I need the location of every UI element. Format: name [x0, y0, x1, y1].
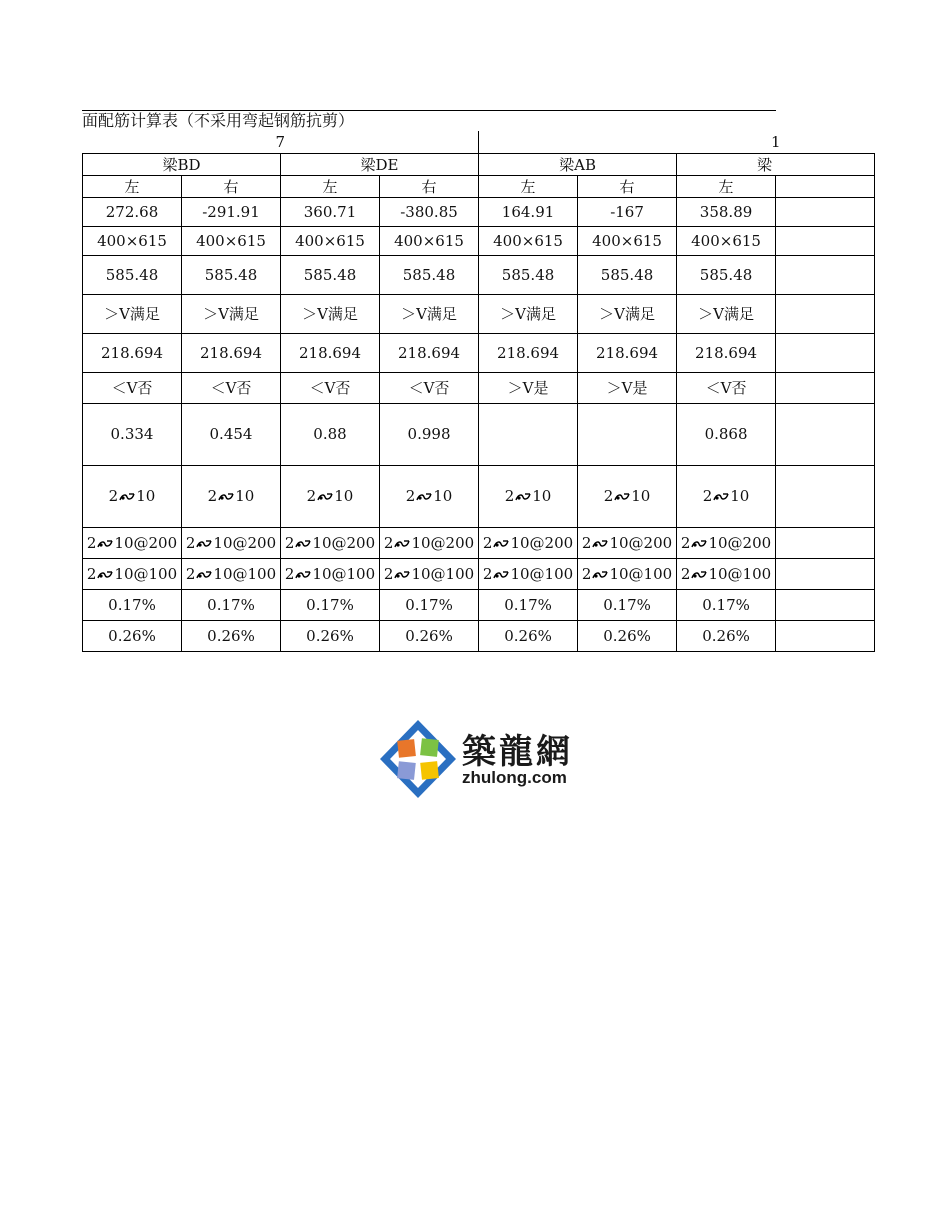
- data-cell-cut: [776, 372, 875, 403]
- rebar-grade-symbol: [691, 539, 707, 549]
- data-cell-cut: [776, 255, 875, 294]
- stirrup-spacing: 10@100: [609, 564, 673, 583]
- stirrup-spacing: 10@200: [114, 533, 178, 552]
- stirrup-legs: 2: [680, 564, 691, 583]
- rebar-grade-symbol: [691, 570, 707, 580]
- data-cell: ＞V满足: [479, 294, 578, 333]
- data-cell: 358.89: [677, 197, 776, 226]
- spacing-cell: [83, 527, 182, 558]
- side-header: 右: [578, 175, 677, 197]
- stirrup-spacing: 10@200: [510, 533, 574, 552]
- data-cell-cut: [776, 226, 875, 255]
- data-cell: 164.91: [479, 197, 578, 226]
- zhulong-logo-mark: [378, 718, 458, 800]
- data-cell: ＞V满足: [182, 294, 281, 333]
- ratio-cell: 0.17%: [380, 589, 479, 620]
- data-cell: ＜V否: [182, 372, 281, 403]
- spacing-cell: [182, 558, 281, 589]
- stirrup-legs: 2: [405, 487, 416, 505]
- data-cell: ＞V满足: [83, 294, 182, 333]
- rebar-grade-symbol: [119, 492, 135, 502]
- ratio-cell: 0.26%: [83, 620, 182, 651]
- rebar-grade-symbol: [592, 539, 608, 549]
- data-cell: [479, 403, 578, 465]
- spacing-cell-cut: [776, 558, 875, 589]
- data-cell: 400×615: [83, 226, 182, 255]
- stirrup-legs: 2: [581, 564, 592, 583]
- data-cell: 400×615: [479, 226, 578, 255]
- max-shear-capacity-row: [83, 255, 875, 294]
- side-header: 右: [380, 175, 479, 197]
- side-header-cut: [776, 175, 875, 197]
- data-cell: 218.694: [380, 333, 479, 372]
- stirrup-cell: [479, 465, 578, 527]
- rebar-grade-symbol: [97, 539, 113, 549]
- data-cell: 585.48: [479, 255, 578, 294]
- stirrup-legs: 2: [482, 533, 493, 552]
- data-cell: 0.334: [83, 403, 182, 465]
- ratio-b-row: [83, 620, 875, 651]
- ratio-cell: 0.17%: [281, 589, 380, 620]
- spacing-cell: [380, 558, 479, 589]
- stirrup-spacing: 10@100: [114, 564, 178, 583]
- spacing-cell: [182, 527, 281, 558]
- ratio-cell: 0.26%: [479, 620, 578, 651]
- stirrup-diameter: 10: [334, 487, 354, 505]
- stirrup-legs: 2: [185, 533, 196, 552]
- rebar-grade-symbol: [196, 539, 212, 549]
- stirrup-spacing: 10@200: [213, 533, 277, 552]
- rebar-grade-symbol: [416, 492, 432, 502]
- stirrup-diameter: 10: [532, 487, 552, 505]
- rebar-grade-symbol: [218, 492, 234, 502]
- data-cell: 218.694: [281, 333, 380, 372]
- stirrup-spacing: 10@200: [609, 533, 673, 552]
- rebar-grade-symbol: [614, 492, 630, 502]
- side-header: 右: [182, 175, 281, 197]
- beam-row: [83, 153, 875, 175]
- stirrup-legs: 2: [702, 487, 713, 505]
- data-cell: [578, 403, 677, 465]
- spacing-100-row: [83, 558, 875, 589]
- spacing-cell: [281, 527, 380, 558]
- stirrup-cell: [182, 465, 281, 527]
- stirrup-legs: 2: [383, 533, 394, 552]
- spacing-200-row: [83, 527, 875, 558]
- data-cell: 585.48: [380, 255, 479, 294]
- data-cell: 218.694: [83, 333, 182, 372]
- side-header: 左: [281, 175, 380, 197]
- data-cell-cut: [776, 333, 875, 372]
- section-check-row: [83, 294, 875, 333]
- spacing-cell: [479, 527, 578, 558]
- stirrup-selection-row: [83, 465, 875, 527]
- rebar-grade-symbol: [97, 570, 113, 580]
- stirrup-legs: 2: [185, 564, 196, 583]
- asv-s-row: [83, 403, 875, 465]
- stirrup-diameter: 10: [730, 487, 750, 505]
- data-cell: ＞V满足: [677, 294, 776, 333]
- floor-label-cell: [479, 131, 875, 153]
- data-cell: ＞V满足: [380, 294, 479, 333]
- side-header: 左: [677, 175, 776, 197]
- stirrup-spacing: 10@200: [312, 533, 376, 552]
- stirrup-legs: 2: [482, 564, 493, 583]
- rebar-grade-symbol: [493, 570, 509, 580]
- ratio-cell: 0.26%: [677, 620, 776, 651]
- data-cell: 0.454: [182, 403, 281, 465]
- rebar-grade-symbol: [394, 539, 410, 549]
- data-cell: -291.91: [182, 197, 281, 226]
- stirrup-spacing: 10@200: [708, 533, 772, 552]
- stirrup-legs: 2: [680, 533, 691, 552]
- logo-chinese: 築龍網: [462, 732, 573, 772]
- side-header: 左: [479, 175, 578, 197]
- rebar-grade-symbol: [317, 492, 333, 502]
- data-cell: 400×615: [677, 226, 776, 255]
- data-cell: ＞V是: [578, 372, 677, 403]
- data-cell: 585.48: [281, 255, 380, 294]
- data-cell: 585.48: [578, 255, 677, 294]
- data-cell: ＜V否: [677, 372, 776, 403]
- concrete-check-row: [83, 372, 875, 403]
- calc-table: [82, 131, 781, 662]
- rebar-grade-symbol: [713, 492, 729, 502]
- ratio-cell: 0.17%: [83, 589, 182, 620]
- ratio-cell: 0.26%: [281, 620, 380, 651]
- data-cell: -380.85: [380, 197, 479, 226]
- data-cell: 585.48: [182, 255, 281, 294]
- rebar-grade-symbol: [295, 570, 311, 580]
- data-cell: ＞V满足: [281, 294, 380, 333]
- stirrup-spacing: 10@100: [312, 564, 376, 583]
- rebar-grade-symbol: [515, 492, 531, 502]
- rebar-grade-symbol: [394, 570, 410, 580]
- concrete-shear-row: [83, 333, 875, 372]
- data-cell: -167: [578, 197, 677, 226]
- data-cell-cut: [776, 294, 875, 333]
- data-cell: 400×615: [380, 226, 479, 255]
- ratio-cell: 0.17%: [182, 589, 281, 620]
- ratio-cell: 0.26%: [578, 620, 677, 651]
- stirrup-legs: 2: [581, 533, 592, 552]
- data-cell: 0.868: [677, 403, 776, 465]
- spacing-cell-cut: [776, 527, 875, 558]
- floor-label: 1: [771, 132, 781, 151]
- data-cell: ＜V否: [83, 372, 182, 403]
- side-row: [83, 175, 875, 197]
- data-cell: 0.88: [281, 403, 380, 465]
- floor-label: 7: [83, 131, 479, 153]
- section-size-row: [83, 226, 875, 255]
- data-cell: 272.68: [83, 197, 182, 226]
- floor-row: [83, 131, 875, 153]
- stirrup-cell: [281, 465, 380, 527]
- stirrup-spacing: 10@100: [708, 564, 772, 583]
- data-cell: 218.694: [479, 333, 578, 372]
- data-cell: ＜V否: [380, 372, 479, 403]
- data-cell: 360.71: [281, 197, 380, 226]
- data-cell: ＞V是: [479, 372, 578, 403]
- shear-force-row: [83, 197, 875, 226]
- data-cell: 400×615: [578, 226, 677, 255]
- stirrup-legs: 2: [108, 487, 119, 505]
- beam-header: 梁: [677, 153, 875, 175]
- stirrup-legs: 2: [207, 487, 218, 505]
- side-header: 左: [83, 175, 182, 197]
- beam-header: 梁AB: [479, 153, 677, 175]
- stirrup-cell: [83, 465, 182, 527]
- stirrup-diameter: 10: [136, 487, 156, 505]
- stirrup-legs: 2: [284, 533, 295, 552]
- ratio-cell: 0.17%: [677, 589, 776, 620]
- stirrup-diameter: 10: [235, 487, 255, 505]
- spacing-cell: [578, 558, 677, 589]
- ratio-cell: 0.17%: [578, 589, 677, 620]
- ratio-cell: 0.26%: [182, 620, 281, 651]
- stirrup-diameter: 10: [433, 487, 453, 505]
- spacing-cell: [83, 558, 182, 589]
- rebar-grade-symbol: [295, 539, 311, 549]
- logo-english: zhulong.com: [462, 768, 567, 787]
- spacing-cell: [479, 558, 578, 589]
- stirrup-legs: 2: [383, 564, 394, 583]
- ratio-cell: 0.26%: [380, 620, 479, 651]
- stirrup-spacing: 10@100: [411, 564, 475, 583]
- spacing-cell: [380, 527, 479, 558]
- stirrup-spacing: 10@100: [213, 564, 277, 583]
- ratio-cell: 0.17%: [479, 589, 578, 620]
- spacing-cell: [578, 527, 677, 558]
- data-cell-cut: [776, 197, 875, 226]
- data-cell-cut: [776, 403, 875, 465]
- stirrup-diameter: 10: [631, 487, 651, 505]
- stirrup-cell: [578, 465, 677, 527]
- data-cell: 400×615: [182, 226, 281, 255]
- data-cell: ＞V满足: [578, 294, 677, 333]
- ratio-a-row: [83, 589, 875, 620]
- stirrup-legs: 2: [306, 487, 317, 505]
- data-cell: 585.48: [677, 255, 776, 294]
- stirrup-legs: 2: [603, 487, 614, 505]
- data-cell: 400×615: [281, 226, 380, 255]
- table-title: 面配筋计算表（不采用弯起钢筋抗剪）: [82, 111, 355, 130]
- stirrup-legs: 2: [86, 564, 97, 583]
- rebar-grade-symbol: [493, 539, 509, 549]
- spacing-cell: [281, 558, 380, 589]
- stirrup-spacing: 10@200: [411, 533, 475, 552]
- data-cell: 218.694: [578, 333, 677, 372]
- ratio-cell-cut: [776, 589, 875, 620]
- stirrup-spacing: 10@100: [510, 564, 574, 583]
- rebar-grade-symbol: [592, 570, 608, 580]
- data-cell: 0.998: [380, 403, 479, 465]
- ratio-cell-cut: [776, 620, 875, 651]
- data-cell: 218.694: [182, 333, 281, 372]
- rebar-grade-symbol: [196, 570, 212, 580]
- data-cell: ＜V否: [281, 372, 380, 403]
- stirrup-legs: 2: [86, 533, 97, 552]
- stirrup-legs: 2: [504, 487, 515, 505]
- spacing-cell: [677, 558, 776, 589]
- stirrup-legs: 2: [284, 564, 295, 583]
- zhulong-logo: [378, 718, 592, 800]
- beam-header: 梁DE: [281, 153, 479, 175]
- stirrup-cell: [380, 465, 479, 527]
- data-cell: 585.48: [83, 255, 182, 294]
- data-cell: 218.694: [677, 333, 776, 372]
- stirrup-cell-cut: [776, 465, 875, 527]
- beam-header: 梁BD: [83, 153, 281, 175]
- stirrup-cell: [677, 465, 776, 527]
- spacing-cell: [677, 527, 776, 558]
